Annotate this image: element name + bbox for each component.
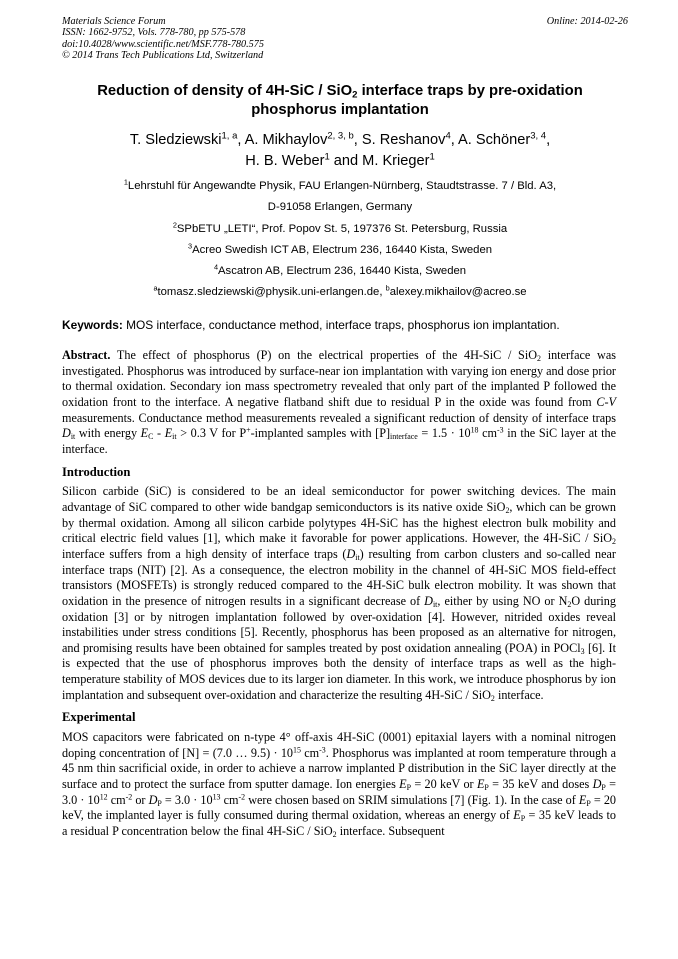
issn-line: ISSN: 1662-9752, Vols. 778-780, pp 575-578 [62,27,246,39]
copyright-line: © 2014 Trans Tech Publications Ltd, Switzerland [62,50,264,62]
affiliation-1-city: D-91058 Erlangen, Germany [267,201,413,214]
experimental-heading: Experimental [62,710,136,725]
affiliation-3: $^3$Acreo Swedish ICT AB, Electrum 236, 16440 Kista, Sweden [187,241,493,256]
doi-line: doi:10.4028/www.scientific.net/MSF.778-780.575 [62,38,264,50]
journal-header [62,16,264,62]
introduction-heading: Introduction [62,464,131,479]
paper-title: Reduction of density of 4H-SiC / SiO$_2$ interface traps by pre-oxidation phosphorus implantation [97,83,583,118]
author-line-1: T. Sledziewski$^{1, a}$, A. Mikhaylov$^{2, 3, b}$, S. Reshanov$^4$, A. Schöner$^{3, 4}$, [129,130,551,148]
keywords-label: Keywords: [62,318,123,332]
author-line-2: H. B. Weber$^1$ and M. Krieger$^1$ [245,150,435,169]
online-date: Online: 2014-02-26 [546,16,628,27]
experimental-paragraph: MOS capacitors were fabricated on n-type 4° off-axis 4H-SiC (0001) epitaxial layers with a nominal nitrogen doping concentration of [N] = (7.0 … $9.5) \cdot 10^{15}$ $cm^{-3}$. Phosphorus was implanted at room temperature through a 45 nm thin sacrificial oxide, in order to achieve a narrow implanted P distribution in the SiC layer directly at the surface and to protect the surface from sputter damage. Ion energies $E_P = 20$ keV or $E_P = 35$ keV and doses $D_P = 3.0 \cdot 10^{12}$ $cm^{-2}$ or $D_P = 3.0 \cdot 10^{13}$ $cm^{-2}$ were chosen based on SRIM simulations [7] (Fig. 1). In the case of $E_P = 20$ keV, the implanted layer is fully consumed during thermal oxidation, whereas an energy of $E_P = 35$ keV leads to a residual P concentration below the final 4H-SiC / SiO$_2$ interface. Subsequent [62,730,617,839]
abstract-label: Abstract. [62,348,111,362]
keywords: Keywords: MOS interface, conductance method, interface traps, phosphorus ion implantation. [62,318,560,332]
author-emails: $^a$tomasz.sledziewski@physik.uni-erlangen.de, $^b$alexey.mikhailov@acreo.se [153,284,527,299]
affiliation-2: $^2$SPbETU „LETI“, Prof. Popov St. 5, 197376 St. Petersburg, Russia [172,220,508,235]
paper-body [62,348,616,840]
affiliation-1: $^1$Lehrstuhl für Angewandte Physik, FAU Erlangen-Nürnberg, Staudtstrasse. 7 / Bld. A3, [123,177,557,192]
abstract-paragraph: Abstract. The effect of phosphorus (P) on the electrical properties of the 4H-SiC / SiO$_2$ interface was investigated. Phosphorus was introduced by surface-near ion implantation with varying ion energy and dose prior to thermal oxidation. Secondary ion mass spectrometry revealed that only part of the implanted P followed the oxidation front to the interface. A negative flatband shift due to residual P in the oxide was found from C-V measurements. Conductance method measurements revealed a significant reduction of density of interface traps $D_{it}$ with energy $E_C - E_{it} > 0.3$ V for P+-implanted samples with $[P]_{interface} = 1.5 \cdot 10^{18}$ $cm^{-3}$ in the SiC layer at the interface. [62,348,617,456]
introduction-paragraph: Silicon carbide (SiC) is considered to be an ideal semiconductor for power switching devices. The main advantage of SiC compared to other wide bandgap semiconductors is its native oxide SiO$_2$, which can be grown by thermal oxidation. Among all silicon carbide polytypes 4H-SiC has the highest electron bulk mobility and critical electric field values [1], which make it favorable for power applications. However, the 4H-SiC / SiO$_2$ interface suffers from a high density of interface traps $(D_{it})$ resulting from carbon clusters and so-called near interface traps (NIT) [2]. As a consequence, the electron mobility in the channel of 4H-SiC MOS field-effect transistors (MOSFETs) is strongly reduced compared to the 4H-SiC bulk electron mobility. It was shown that oxidation in the presence of nitrogen results in a significant decrease of $D_{it}$, either by using NO or $N_2O$ during oxidation [3] or by nitrogen implantation followed by over-oxidation [4]. However, nitrided oxides reveal instabilities under stress conditions [5]. Recently, phosphorus has been proposed as an alternative for nitrogen, and promising results have been obtained for samples treated by post oxidation annealing (POA) in POCl$_3$ [6]. It is expected that the use of phosphorus improves both the density of interface traps as well as the high-temperature stability of MOS devices due to its larger ion diameter. In this work, we introduce phosphorus by ion implantation and subsequent over-oxidation and characterize the resulting 4H-SiC / SiO$_2$ interface. [62,484,616,703]
author-list [60,130,620,171]
affiliations [60,176,620,304]
affiliation-4: $^4$Ascatron AB, Electrum 236, 16440 Kista, Sweden [213,262,467,278]
journal-name: Materials Science Forum [62,16,166,27]
